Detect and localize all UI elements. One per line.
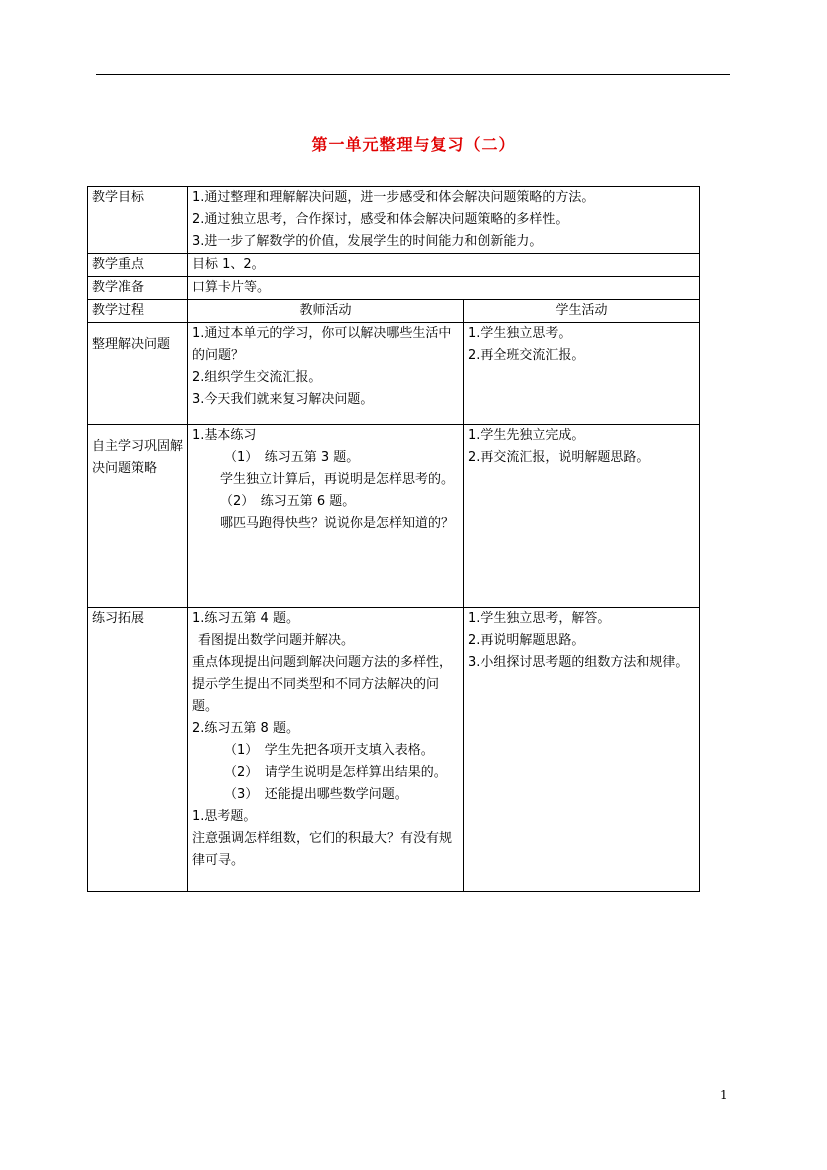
goal-line: 3.进一步了解数学的价值，发展学生的时间能力和创新能力。 [192,234,543,249]
teacher-line: 哪匹马跑得快些？说说你是怎样知道的？ [220,516,455,531]
section1-teacher [188,323,464,425]
focus-content: 目标 1、2。 [188,254,700,277]
teacher-line: （2） 请学生说明是怎样算出结果的。 [224,765,447,780]
goal-line: 1.通过整理和理解解决问题，进一步感受和体会解决问题策略的方法。 [192,190,595,205]
student-line: 2.再说明解题思路。 [468,633,585,648]
student-line: 1.学生先独立完成。 [468,428,585,443]
table-row-section2 [88,425,700,608]
student-line: 1.学生独立思考，解答。 [468,611,611,626]
teacher-line: 1.思考题。 [192,809,257,824]
prep-content: 口算卡片等。 [188,277,700,300]
section3-student [464,608,700,892]
teacher-line: 注意强调怎样组数，它们的积最大？有没有规律可寻。 [192,831,453,868]
teacher-line: （3） 还能提出哪些数学问题。 [224,787,408,802]
goal-line: 2.通过独立思考，合作探讨，感受和体会解决问题策略的多样性。 [192,212,569,227]
student-line: 1.学生独立思考。 [468,326,572,341]
table-row-focus [88,254,700,277]
teacher-line: 1.基本练习 [192,428,257,443]
page-number: 1 [720,1088,728,1102]
teacher-line: 1.通过本单元的学习，你可以解决哪些生活中的问题？ [192,326,452,363]
teacher-line: 重点体现提出问题到解决问题方法的多样性，提示学生提出不同类型和不同方法解决的问题。 [192,655,453,714]
process-label: 教学过程 [88,300,188,323]
focus-label: 教学重点 [88,254,188,277]
table-row-section1 [88,323,700,425]
section3-label: 练习拓展 [88,608,188,892]
teacher-line: 3.今天我们就来复习解决问题。 [192,392,374,407]
header-rule [96,74,730,75]
section3-teacher [188,608,464,892]
prep-label: 教学准备 [88,277,188,300]
teacher-line: （1） 学生先把各项开支填入表格。 [224,743,434,758]
goals-content [188,187,700,254]
student-activity-header: 学生活动 [464,300,700,323]
teacher-line: 2.组织学生交流汇报。 [192,370,322,385]
student-line: 3.小组探讨思考题的组数方法和规律。 [468,655,689,670]
teacher-line: （2） 练习五第 6 题。 [220,494,356,509]
teacher-line: 1.练习五第 4 题。 [192,611,299,626]
teacher-line: 学生独立计算后，再说明是怎样思考的。 [220,472,455,487]
section1-label-text: 整理解决问题 [92,337,171,352]
section1-student [464,323,700,425]
teacher-line: 2.练习五第 8 题。 [192,721,299,736]
teacher-line: （1） 练习五第 3 题。 [224,450,360,465]
table-row-goals [88,187,700,254]
page-title: 第一单元整理与复习（二） [311,135,516,154]
student-line: 2.再交流汇报，说明解题思路。 [468,450,650,465]
section2-label [88,425,188,608]
goals-label: 教学目标 [88,187,188,254]
section1-label [88,323,188,425]
student-line: 2.再全班交流汇报。 [468,348,585,363]
section2-label-text: 自主学习巩固解决问题策略 [92,439,184,476]
table-row-prep [88,277,700,300]
table-row-section3 [88,608,700,892]
section2-student [464,425,700,608]
section2-teacher [188,425,464,608]
teacher-activity-header: 教师活动 [188,300,464,323]
lesson-plan-table [87,186,700,892]
teacher-line: 看图提出数学问题并解决。 [198,633,355,648]
table-row-process-header [88,300,700,323]
